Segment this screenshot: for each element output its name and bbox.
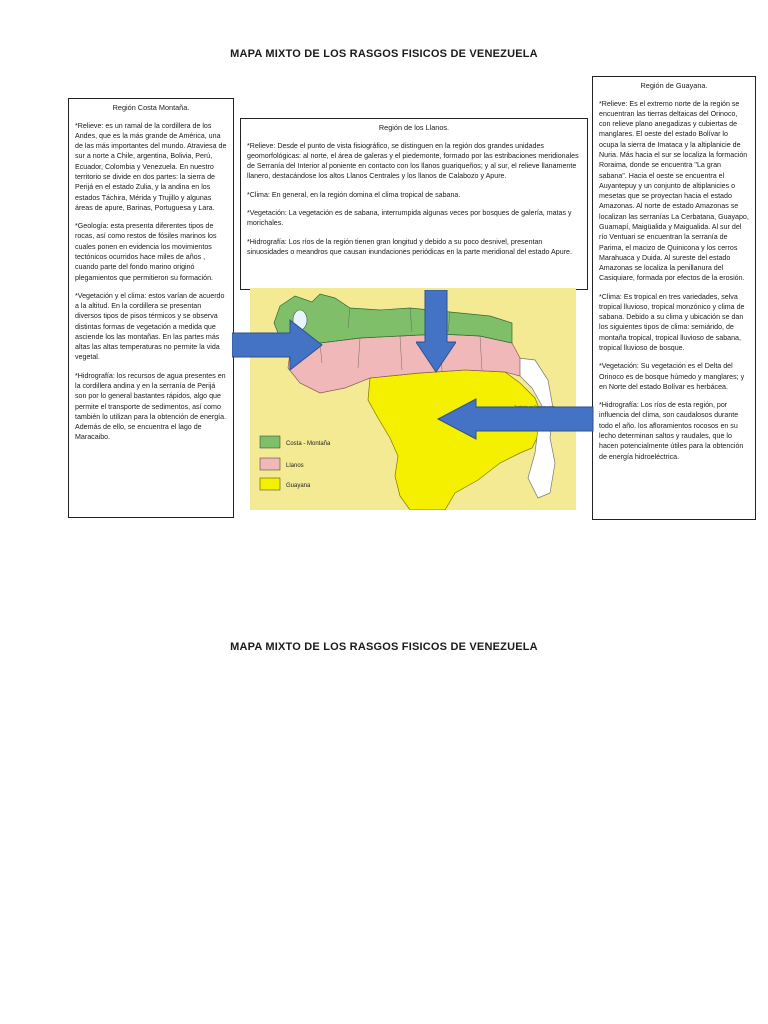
guayana-vegetacion: *Vegetación: Su vegetación es el Delta del Orinoco es de bosque húmedo y manglares; y en Norte del estado Bolívar es herbácea.: [599, 362, 745, 391]
costa-hidrografia: *Hidrografía: los recursos de agua presentes en la cordillera andina y en la serranía de Perijá son por lo general bastantes rápidos, algo que permite el transporte de sedimentos, así como también lo utilizan para la obtención de energía. Además de ello, se encuentra el lago de Maracaibo.: [75, 371, 227, 442]
costa-heading: Región Costa Montaña.: [112, 103, 190, 112]
legend-swatch-llanos: [260, 458, 280, 470]
llanos-vegetacion: *Vegetación: La vegetación es de sabana, interrumpida algunas veces por bosques de galería, matas y morichales.: [247, 208, 572, 228]
llanos-relieve: *Relieve: Desde el punto de vista fisiográfico, se distinguen en la región dos grandes unidades geomorfológicas: al norte, el área de galeras y el piedemonte, formado por las estribaciones meridionales de Serranía del Interior al poniente en contacto con los llanos guariqueños; y al sur, el relieve llanamente llanero, destacándose los altos Llanos Centrales y los llanos de Calabozo y Apure.: [247, 141, 579, 181]
costa-geologia: *Geología: esta presenta diferentes tipos de rocas, así como restos de fósiles marinos los cuales ponen en evidencia los movimientos tectónicos ocurridos hace miles de años , cuando parte del fondo marino originó plegamientos que permitieron su formación.: [75, 222, 217, 282]
legend-label-llanos: Llanos: [286, 463, 304, 469]
costa-montana-box: [68, 98, 234, 518]
costa-vegetacion-clima: *Vegetación y el clima: estos varían de acuerdo a la altitud. En la cordillera se presentan diversos tipos de pisos térmicos y se observa distintas formas de vegetación a medida que asciende los las montañas. En las partes más altas las altas temperaturas no permite la vida vegetal.: [75, 291, 225, 362]
guayana-heading: Región de Guayana.: [640, 81, 708, 90]
arrow-left-icon: [436, 398, 594, 440]
llanos-clima: *Clima: En general, en la región domina el clima tropical de sabana.: [247, 190, 461, 199]
guayana-hidrografia: *Hidrografía: Los ríos de esta región, por influencia del clima, son caudalosos durante todo el año. los afloramientos rocosos en su lecho determinan saltos y raudales, que lo hacen potencialmente útiles para la obtención de energía hidroeléctrica.: [599, 401, 744, 461]
llanos-heading: Región de los Llanos.: [378, 123, 450, 132]
legend-swatch-costa: [260, 436, 280, 448]
legend-label-costa: Costa - Montaña: [286, 441, 331, 447]
guayana-relieve: *Relieve: Es el extremo norte de la región se encuentran las tierras deltaicas del Orinoco, con relieve plano anegadizas y cubiertas de manglares. El oeste del estado Bolívar lo ocupa la sierra de Imataca y la altiplanicie de Nuria. Más hacia el sur se localiza la formación Roraima, donde se encuentra "La gran sabana". Hacia el oeste se encuentra el Auyantepuy y un conjunto de altiplanicies o mesetas que se proyectan hacia el estado Amazonas. Al norte de estado Amazonas se localizan las serranías La Cerbatana, Guayapo, Guamapí, Maigüalida y Maigualida. Al sur del río Ventuari se encuentran la serranía de Parima, el macizo de Quinicona y los cerros Marahuaca y Duida. Al sureste del estado Amazonas se localiza la penillanura del Casiquiare, formada por efectos de la erosión.: [599, 99, 749, 283]
legend-swatch-guayana: [260, 478, 280, 490]
page-title: MAPA MIXTO DE LOS RASGOS FISICOS DE VENEZUELA: [230, 48, 538, 60]
arrow-right-icon: [232, 318, 324, 372]
guayana-box: [592, 76, 756, 520]
llanos-hidrografia: *Hidrografía: Los ríos de la región tienen gran longitud y debido a su poco desnivel, presentan sinuosidades o meandros que causan inundaciones periódicas en la parte meridional del estado Apure.: [247, 237, 572, 256]
guayana-clima: *Clima: Es tropical en tres variedades, selva tropical lluvioso, tropical monzónico y clima de sabana. Debido a su clima y ubicación se dan los siguientes tipos de clima: semiárido, de montaña tropical, tropical lluvioso de sabana, tropical lluvioso de bosque.: [599, 292, 745, 353]
arrow-down-icon: [416, 290, 456, 374]
legend-label-guayana: Guayana: [286, 483, 311, 489]
page-title-repeat: MAPA MIXTO DE LOS RASGOS FISICOS DE VENEZUELA: [230, 641, 538, 653]
costa-relieve: *Relieve: es un ramal de la cordillera de los Andes, que es la más grande de América, una de las más importantes del mundo. Atraviesa de sur a norte a Chile, argentina, Bolivia, Perú, Ecuador, Colombia y Venezuela. En nuestro territorio se divide en dos partes: la sierra de Perijá en el estado Zulia, y la andina en los estados Táchira, Mérida y Trujillo y algunas áreas de apure, Barinas, Portuguesa y Lara.: [75, 121, 227, 212]
llanos-box: [240, 118, 588, 290]
